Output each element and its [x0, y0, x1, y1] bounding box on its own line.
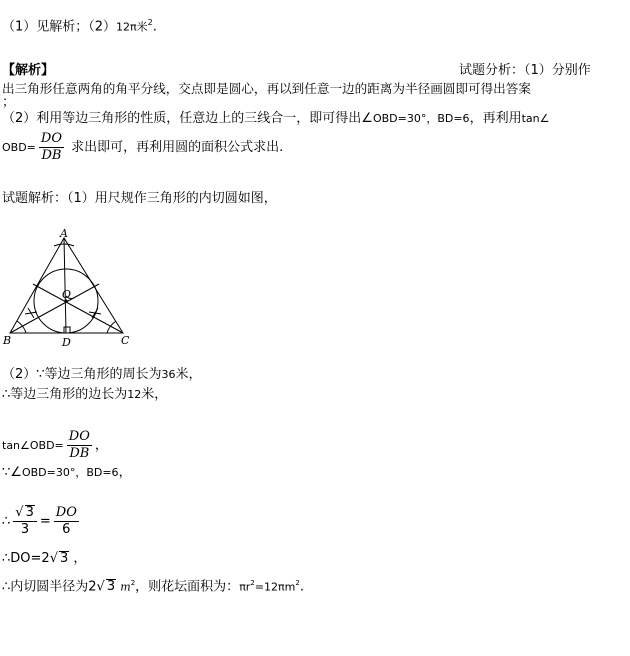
analysis-line3a: OBD= — [2, 141, 36, 154]
label-o: O — [62, 288, 72, 301]
s6a: ∴ — [2, 514, 11, 529]
s8c: πr — [239, 580, 251, 594]
solution-line4 — [2, 426, 108, 466]
s4b: ， — [94, 438, 108, 453]
analysis-header: 【解析】 — [2, 63, 55, 78]
s8-unit: m — [120, 580, 131, 594]
answer-exp: 2 — [147, 18, 153, 27]
s3b: 12 — [127, 388, 142, 401]
incircle-figure — [2, 228, 137, 353]
label-a: A — [60, 228, 68, 240]
arc-mark-right — [89, 308, 101, 318]
s5c: ， — [118, 465, 132, 480]
label-d: D — [62, 336, 71, 349]
s6-den: 3 — [20, 522, 30, 537]
answer-line — [2, 14, 157, 36]
answer-end: . — [152, 19, 157, 35]
analysis-line3 — [2, 128, 283, 168]
s8e: . — [299, 579, 304, 595]
s3c: 米， — [141, 387, 168, 402]
s8c-exp: 2 — [250, 579, 255, 587]
s8d: =12πm — [254, 580, 296, 594]
label-c: C — [121, 334, 130, 347]
frac-num: DO — [40, 131, 62, 146]
solution-line8: ∴内切圆半径为2√ 3 $m^2$，则花坛面积为：$\pi r^2=12\pi m^2$. — [2, 579, 304, 595]
solution-line1: 试题解析：（1）用尺规作三角形的内切圆如图， — [2, 191, 277, 206]
analysis-line2a: （2）利用等边三角形的性质，任意边上的三线合一，即可得出∠ — [2, 111, 373, 126]
s7-rad: 3 — [59, 551, 69, 566]
s8b: ，则花坛面积为： — [135, 579, 240, 595]
solution-line7: ∴DO=2√ 3 ， — [2, 551, 87, 566]
analysis-line3b: 求出即可，再利用圆的面积公式求出. — [71, 140, 284, 155]
triangle-abc — [10, 238, 123, 333]
s8-unit-exp: 2 — [130, 579, 136, 587]
s8-rad: 3 — [106, 579, 116, 595]
s8a: ∴内切圆半径为2 — [2, 579, 97, 595]
analysis-line2c: ，再利用 — [469, 111, 522, 126]
label-b: B — [3, 334, 12, 347]
answer-area: 12π米 — [116, 20, 148, 34]
s2c: 米， — [175, 367, 202, 382]
analysis-line2b: OBD=30°，BD=6 — [372, 112, 470, 125]
analysis-title: 试题分析：（1）分别作 — [459, 63, 591, 78]
s2b: 36 — [161, 368, 176, 381]
s5a: ∵∠ — [2, 465, 22, 480]
s4a: tan∠OBD= — [2, 439, 64, 452]
right-angle-mark — [64, 327, 70, 333]
fraction-do-db-2 — [67, 429, 92, 462]
fraction-sqrt3-3: $\frac{√ 3}{3}$ — [13, 505, 37, 538]
s7a: ∴DO=2 — [2, 551, 50, 566]
analysis-line2 — [2, 110, 549, 128]
solution-line6: ∴ $\frac{√ 3}{3}$ = $\frac{DO}{6}$ — [2, 505, 77, 537]
s8d-exp: 2 — [295, 579, 300, 587]
s2a: （2）∵等边三角形的周长为 — [2, 367, 162, 382]
s4-num: DO — [68, 429, 90, 444]
s6-rhs-num: DO — [55, 505, 77, 520]
frac-den: DB — [41, 148, 62, 163]
s6-rad: 3 — [25, 505, 34, 520]
bisector-c — [33, 284, 123, 333]
analysis-line2d: tan∠ — [521, 112, 550, 125]
solution-line3 — [2, 386, 167, 404]
answer-part1: （1）见解析；（2） — [2, 19, 117, 35]
s7b: ， — [73, 551, 87, 566]
s5b: OBD=30°，BD=6 — [21, 466, 119, 479]
bisector-a — [64, 238, 66, 333]
fraction-do-6 — [54, 505, 79, 538]
analysis-line1: 出三角形任意两角的角平分线，交点即是圆心，再以到任意一边的距离为半径画圆即可得出答案 — [2, 81, 531, 96]
s6-rhs-den: 6 — [62, 522, 71, 537]
fraction-do-db — [39, 131, 64, 164]
analysis-line1b: ； — [2, 95, 16, 110]
s3a: ∴等边三角形的边长为 — [2, 387, 128, 402]
solution-line2 — [2, 366, 202, 384]
solution-line5 — [2, 464, 132, 482]
s4-den: DB — [69, 446, 90, 461]
